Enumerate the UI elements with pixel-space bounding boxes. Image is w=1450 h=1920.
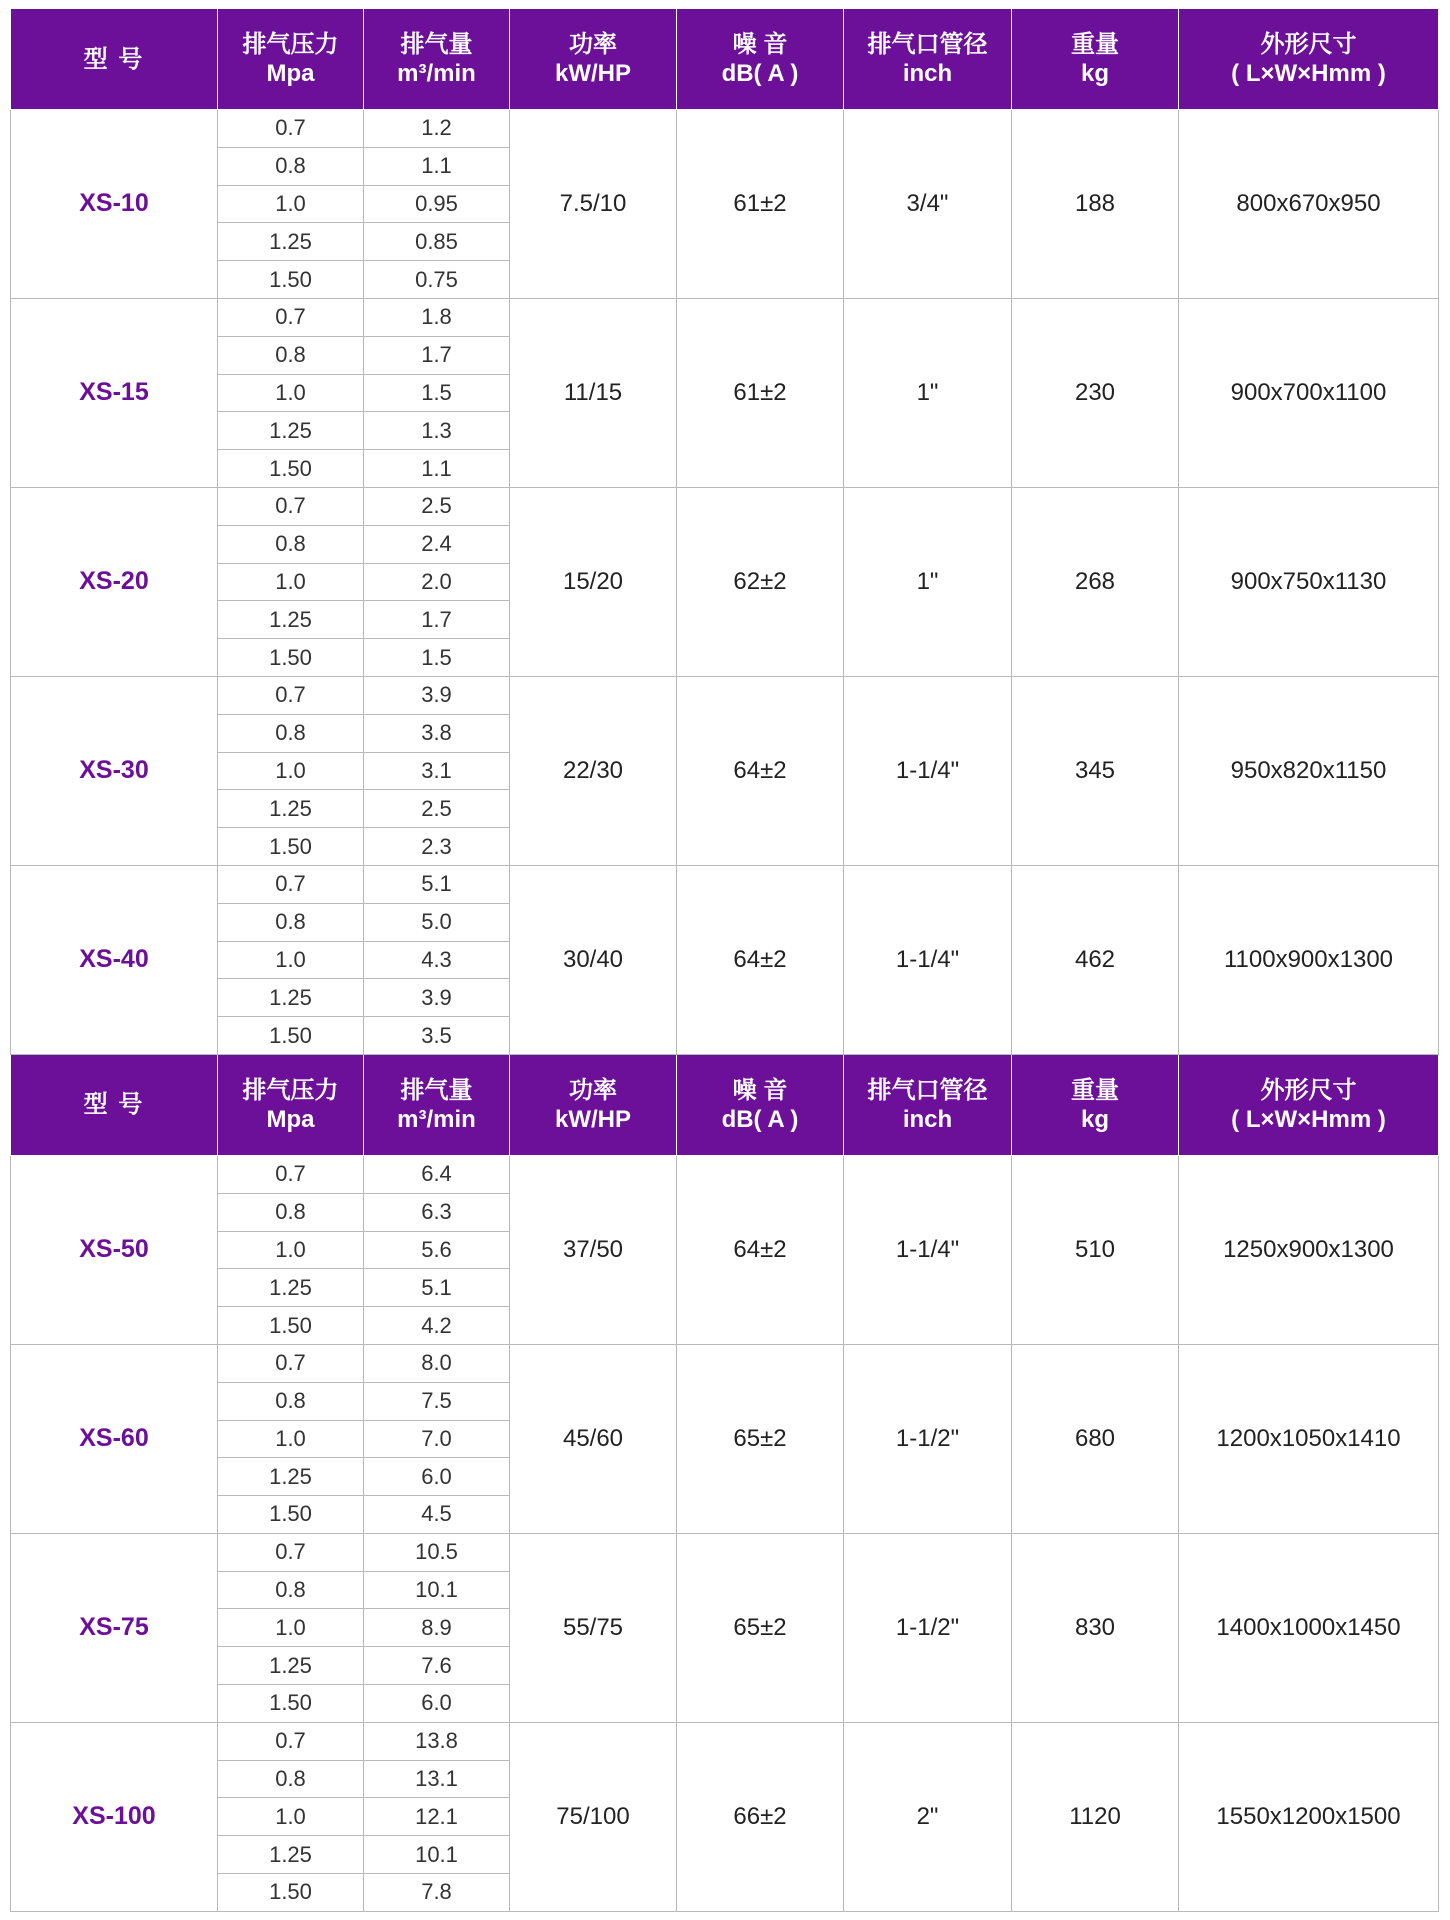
flow-cell: 2.5 [364,790,510,828]
pressure-cell: 0.7 [218,1155,364,1193]
header-noise-unit: dB( A ) [721,1105,799,1133]
pressure-cell: 1.50 [218,450,364,488]
header-power [510,1054,677,1155]
model-cell: XS-100 [11,1722,218,1911]
pressure-cell: 0.7 [218,298,364,336]
pressure-cell: 1.50 [218,828,364,866]
noise-cell: 65±2 [677,1533,844,1722]
power-cell: 15/20 [510,487,677,676]
outlet-cell: 2" [844,1722,1012,1911]
model-cell: XS-75 [11,1533,218,1722]
header-pressure [218,1054,364,1155]
header-noise [677,1054,844,1155]
outlet-cell: 1" [844,487,1012,676]
flow-cell: 5.6 [364,1231,510,1269]
flow-cell: 1.1 [364,450,510,488]
flow-cell: 8.0 [364,1344,510,1382]
header-pressure [218,9,364,110]
pressure-cell: 1.25 [218,1458,364,1496]
flow-cell: 1.3 [364,412,510,450]
pressure-cell: 0.7 [218,110,364,148]
pressure-cell: 1.0 [218,752,364,790]
power-cell: 45/60 [510,1344,677,1533]
dimensions-cell: 1250x900x1300 [1179,1155,1439,1344]
model-cell: XS-15 [11,298,218,487]
pressure-cell: 1.0 [218,1420,364,1458]
weight-cell: 1120 [1012,1722,1179,1911]
flow-cell: 5.1 [364,865,510,903]
flow-cell: 3.9 [364,979,510,1017]
pressure-cell: 0.8 [218,1760,364,1798]
pressure-cell: 1.0 [218,1798,364,1836]
pressure-cell: 1.0 [218,185,364,223]
pressure-cell: 0.8 [218,903,364,941]
header-outlet-unit: inch [902,1105,953,1133]
pressure-cell: 1.0 [218,941,364,979]
pressure-cell: 0.7 [218,1533,364,1571]
weight-cell: 188 [1012,110,1179,299]
flow-cell: 7.0 [364,1420,510,1458]
header-dimensions-label: 外形尺寸 [1260,31,1357,58]
pressure-cell: 0.8 [218,147,364,185]
pressure-cell: 0.8 [218,336,364,374]
weight-cell: 230 [1012,298,1179,487]
dimensions-cell: 950x820x1150 [1179,676,1439,865]
weight-cell: 510 [1012,1155,1179,1344]
header-weight-label: 重量 [1071,31,1119,58]
table-row [11,865,1439,903]
pressure-cell: 1.0 [218,563,364,601]
flow-cell: 1.5 [364,374,510,412]
header-row [11,9,1439,110]
header-flow [364,9,510,110]
pressure-cell: 1.50 [218,261,364,299]
flow-cell: 6.0 [364,1685,510,1723]
flow-cell: 0.95 [364,185,510,223]
flow-cell: 12.1 [364,1798,510,1836]
header-power-label: 功率 [569,1076,617,1104]
flow-cell: 1.8 [364,298,510,336]
power-cell: 30/40 [510,865,677,1054]
header-noise-unit: dB( A ) [721,60,799,87]
flow-cell: 6.3 [364,1193,510,1231]
outlet-cell: 3/4" [844,110,1012,299]
weight-cell: 680 [1012,1344,1179,1533]
dimensions-cell: 1400x1000x1450 [1179,1533,1439,1722]
header-flow-label: 排气量 [400,31,473,58]
flow-cell: 3.8 [364,714,510,752]
flow-cell: 4.3 [364,941,510,979]
header-weight-unit: kg [1080,60,1109,87]
flow-cell: 6.0 [364,1458,510,1496]
header-weight [1012,1054,1179,1155]
header-model: 型 号 [11,1054,218,1155]
pressure-cell: 1.25 [218,1836,364,1874]
pressure-cell: 0.8 [218,525,364,563]
weight-cell: 345 [1012,676,1179,865]
flow-cell: 0.75 [364,261,510,299]
flow-cell: 4.5 [364,1496,510,1534]
power-cell: 55/75 [510,1533,677,1722]
header-row [11,1054,1439,1155]
flow-cell: 13.8 [364,1722,510,1760]
header-pressure-label: 排气压力 [242,31,339,58]
header-pressure-unit: Mpa [266,60,315,87]
header-dimensions [1179,1054,1439,1155]
table-row [11,1344,1439,1382]
model-cell: XS-10 [11,110,218,299]
header-noise-label: 噪 音 [732,31,788,58]
weight-cell: 830 [1012,1533,1179,1722]
pressure-cell: 1.50 [218,1307,364,1345]
header-power-label: 功率 [569,31,617,58]
pressure-cell: 1.25 [218,979,364,1017]
flow-cell: 1.7 [364,336,510,374]
table-row [11,676,1439,714]
noise-cell: 66±2 [677,1722,844,1911]
header-outlet-label: 排气口管径 [867,1076,988,1104]
table-row [11,1533,1439,1571]
flow-cell: 7.5 [364,1382,510,1420]
table-row [11,1722,1439,1760]
noise-cell: 64±2 [677,1155,844,1344]
flow-cell: 2.3 [364,828,510,866]
pressure-cell: 1.0 [218,1609,364,1647]
flow-cell: 10.1 [364,1836,510,1874]
header-noise-label: 噪 音 [732,1076,788,1104]
flow-cell: 1.5 [364,639,510,677]
table-row [11,110,1439,148]
header-outlet-unit: inch [902,60,953,87]
pressure-cell: 1.0 [218,374,364,412]
flow-cell: 2.0 [364,563,510,601]
flow-cell: 0.85 [364,223,510,261]
header-flow [364,1054,510,1155]
header-noise [677,9,844,110]
flow-cell: 5.1 [364,1269,510,1307]
flow-cell: 7.6 [364,1647,510,1685]
header-flow-unit: m³/min [397,1105,476,1133]
header-pressure-unit: Mpa [266,1105,315,1133]
power-cell: 7.5/10 [510,110,677,299]
model-cell: XS-60 [11,1344,218,1533]
model-cell: XS-20 [11,487,218,676]
header-outlet [844,9,1012,110]
pressure-cell: 0.8 [218,1382,364,1420]
flow-cell: 13.1 [364,1760,510,1798]
outlet-cell: 1-1/4" [844,865,1012,1054]
model-cell: XS-40 [11,865,218,1054]
noise-cell: 61±2 [677,298,844,487]
flow-cell: 1.7 [364,601,510,639]
pressure-cell: 1.50 [218,1017,364,1055]
dimensions-cell: 800x670x950 [1179,110,1439,299]
flow-cell: 1.1 [364,147,510,185]
model-cell: XS-30 [11,676,218,865]
flow-cell: 2.5 [364,487,510,525]
table-row [11,487,1439,525]
dimensions-cell: 900x700x1100 [1179,298,1439,487]
flow-cell: 4.2 [364,1307,510,1345]
header-weight-label: 重量 [1071,1076,1119,1104]
header-model: 型 号 [11,9,218,110]
header-outlet-label: 排气口管径 [867,31,988,58]
power-cell: 22/30 [510,676,677,865]
pressure-cell: 0.7 [218,487,364,525]
pressure-cell: 1.25 [218,412,364,450]
noise-cell: 62±2 [677,487,844,676]
dimensions-cell: 1550x1200x1500 [1179,1722,1439,1911]
flow-cell: 2.4 [364,525,510,563]
flow-cell: 6.4 [364,1155,510,1193]
header-flow-unit: m³/min [397,60,476,87]
header-dimensions [1179,9,1439,110]
flow-cell: 3.9 [364,676,510,714]
flow-cell: 3.1 [364,752,510,790]
header-dimensions-unit: ( L×W×Hmm ) [1231,1105,1386,1133]
pressure-cell: 0.8 [218,1571,364,1609]
outlet-cell: 1-1/2" [844,1533,1012,1722]
pressure-cell: 1.25 [218,223,364,261]
flow-cell: 10.1 [364,1571,510,1609]
flow-cell: 1.2 [364,110,510,148]
pressure-cell: 1.50 [218,1496,364,1534]
pressure-cell: 1.50 [218,1685,364,1723]
table-row [11,298,1439,336]
outlet-cell: 1-1/2" [844,1344,1012,1533]
header-power-unit: kW/HP [554,60,631,87]
pressure-cell: 1.50 [218,1874,364,1912]
noise-cell: 61±2 [677,110,844,299]
header-pressure-label: 排气压力 [242,1076,339,1104]
model-cell: XS-50 [11,1155,218,1344]
weight-cell: 268 [1012,487,1179,676]
pressure-cell: 1.25 [218,1269,364,1307]
power-cell: 37/50 [510,1155,677,1344]
noise-cell: 64±2 [677,865,844,1054]
power-cell: 75/100 [510,1722,677,1911]
outlet-cell: 1-1/4" [844,1155,1012,1344]
pressure-cell: 0.8 [218,1193,364,1231]
noise-cell: 64±2 [677,676,844,865]
noise-cell: 65±2 [677,1344,844,1533]
dimensions-cell: 900x750x1130 [1179,487,1439,676]
table-row [11,1155,1439,1193]
flow-cell: 5.0 [364,903,510,941]
flow-cell: 8.9 [364,1609,510,1647]
header-weight [1012,9,1179,110]
flow-cell: 10.5 [364,1533,510,1571]
header-weight-unit: kg [1080,1105,1109,1133]
pressure-cell: 1.25 [218,1647,364,1685]
header-dimensions-unit: ( L×W×Hmm ) [1231,60,1386,87]
dimensions-cell: 1100x900x1300 [1179,865,1439,1054]
pressure-cell: 0.8 [218,714,364,752]
header-flow-label: 排气量 [400,1076,473,1104]
pressure-cell: 1.50 [218,639,364,677]
flow-cell: 7.8 [364,1874,510,1912]
pressure-cell: 0.7 [218,865,364,903]
pressure-cell: 1.25 [218,601,364,639]
power-cell: 11/15 [510,298,677,487]
flow-cell: 3.5 [364,1017,510,1055]
pressure-cell: 0.7 [218,1344,364,1382]
weight-cell: 462 [1012,865,1179,1054]
header-power-unit: kW/HP [554,1105,631,1133]
pressure-cell: 1.25 [218,790,364,828]
pressure-cell: 1.0 [218,1231,364,1269]
header-dimensions-label: 外形尺寸 [1260,1076,1357,1104]
pressure-cell: 0.7 [218,676,364,714]
spec-table [10,8,1439,1912]
pressure-cell: 0.7 [218,1722,364,1760]
header-power [510,9,677,110]
outlet-cell: 1" [844,298,1012,487]
header-outlet [844,1054,1012,1155]
dimensions-cell: 1200x1050x1410 [1179,1344,1439,1533]
outlet-cell: 1-1/4" [844,676,1012,865]
